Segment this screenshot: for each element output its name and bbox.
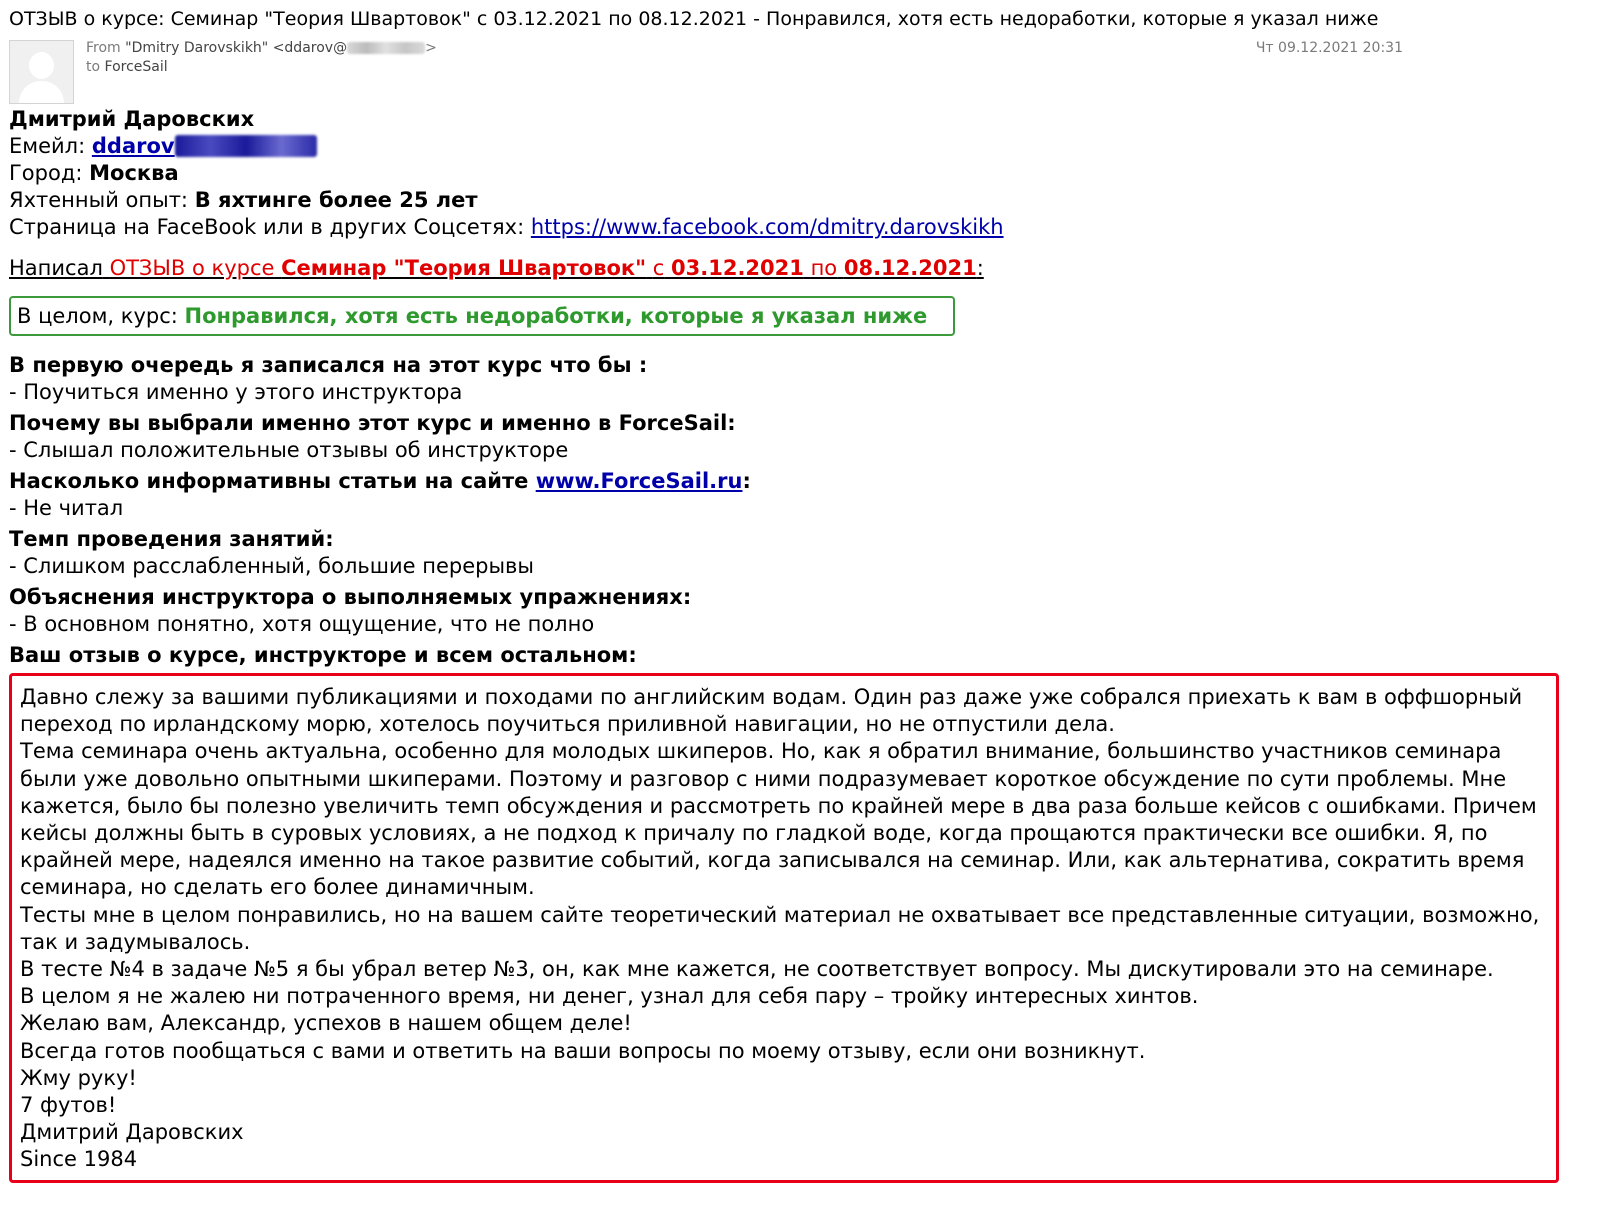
- to-word: по: [810, 256, 838, 280]
- experience-label: Яхтенный опыт:: [9, 188, 189, 212]
- feedback-paragraph: Давно слежу за вашими публикациями и походами по английским водам. Один раз даже уже собрался приехать к вам в оффшорный переход по ирландскому морю, хотелось поучиться приливной навигации, но не отпустили дела.: [20, 685, 1523, 737]
- from-sender[interactable]: "Dmitry Darovskikh" <ddarov@: [125, 40, 348, 56]
- city-label: Город:: [9, 161, 83, 185]
- review-about-label: ОТЗЫВ о курсе: [109, 256, 275, 280]
- to-label: to: [86, 59, 101, 75]
- experience-row: [9, 187, 1609, 214]
- question-5: Объяснения инструктора о выполняемых упражнениях:: [9, 585, 692, 609]
- avatar-head-shape: [29, 52, 54, 79]
- email-label: Емейл:: [9, 134, 86, 158]
- question-2: Почему вы выбрали именно этот курс и именно в ForceSail:: [9, 411, 736, 435]
- from-word: с: [652, 256, 665, 280]
- answer-1: - Поучиться именно у этого инструктора: [9, 380, 463, 404]
- email-visible-part: ddarov: [91, 134, 175, 158]
- feedback-paragraph: Жму руку!: [20, 1065, 137, 1090]
- email-subject: ОТЗЫВ о курсе: Семинар "Теория Швартовок" с 03.12.2021 по 08.12.2021 - Понравился, хотя есть недоработки, которые я указал ниже: [9, 8, 1379, 30]
- header-colon: :: [976, 256, 984, 280]
- answer-2: - Слышал положительные отзывы об инструкторе: [9, 438, 569, 462]
- to-recipient[interactable]: ForceSail: [104, 59, 168, 75]
- feedback-paragraph: Тема семинара очень актуальна, особенно для молодых шкиперов. Но, как я обратил внимание, большинство участников семинара были уже довольно опытными шкиперами. Поэтому и разговор с ними подразумевает короткое обсуждение по сути проблемы. Мне кажется, было бы полезно увеличить темп обсуждения и рассмотреть по крайней мере в два раза больше кейсов с ошибками. Причем кейсы должны быть в суровых условиях, а не подход к причалу по гладкой воде, когда прощаются практически все ошибки. Я, по крайней мере, надеялся именно на такое развитие событий, когда записывался на семинар. Или, как альтернатива, сократить время семинара, но сделать его более динамичным.: [20, 739, 1537, 900]
- feedback-signature-since: Since 1984: [20, 1147, 138, 1172]
- feedback-paragraph: Всегда готов пообщаться с вами и ответить на ваши вопросы по моему отзыву, если они возникнут.: [20, 1038, 1146, 1063]
- redacted-email-domain: [347, 42, 425, 54]
- email-body: [9, 106, 1609, 1183]
- author-email-link[interactable]: [92, 134, 317, 158]
- feedback-paragraph: Желаю вам, Александр, успехов в нашем общем деле!: [20, 1011, 632, 1036]
- avatar[interactable]: [9, 40, 74, 104]
- overall-label: В целом, курс:: [17, 304, 178, 328]
- question-3-text: Насколько информативны статьи на сайте: [9, 469, 529, 493]
- facebook-link[interactable]: https://www.facebook.com/dmitry.darovskikh: [530, 215, 1004, 239]
- from-label: From: [86, 40, 121, 56]
- email-row: [9, 133, 1609, 160]
- course-name: Семинар "Теория Швартовок": [281, 256, 647, 280]
- social-row: [9, 214, 1609, 241]
- email-to: [86, 59, 168, 75]
- feedback-box: [9, 673, 1559, 1183]
- from-end: >: [425, 40, 437, 56]
- question-3-colon: :: [742, 469, 751, 493]
- feedback-paragraph: В тесте №4 в задаче №5 я бы убрал ветер №3, он, как мне кажется, не соответствует вопросу. Мы дискутировали это на семинаре.: [20, 957, 1494, 982]
- avatar-body-shape: [19, 81, 64, 104]
- feedback-paragraph: Тесты мне в целом понравились, но на вашем сайте теоретический материал не охватывает все представленные ситуации, возможно, так и задумывалось.: [20, 902, 1540, 954]
- author-name: Дмитрий Даровских: [9, 107, 255, 131]
- review-header: [9, 255, 1609, 282]
- city-value: Москва: [89, 161, 179, 185]
- feedback-paragraph: В целом я не жалею ни потраченного время, ни денег, узнал для себя пару – тройку интересных хинтов.: [20, 984, 1199, 1009]
- date-from: 03.12.2021: [671, 256, 804, 280]
- question-1: В первую очередь я записался на этот курс что бы :: [9, 353, 648, 377]
- social-label: Страница на FaceBook или в других Соцсетях:: [9, 215, 525, 239]
- feedback-signature-name: Дмитрий Даровских: [20, 1120, 244, 1145]
- experience-value: В яхтинге более 25 лет: [194, 188, 478, 212]
- answer-5: - В основном понятно, хотя ощущение, что не полно: [9, 612, 595, 636]
- overall-value: Понравился, хотя есть недоработки, которые я указал ниже: [184, 304, 928, 328]
- redacted-email: [175, 135, 317, 157]
- overall-rating-box: [9, 296, 955, 336]
- question-3: [9, 468, 1609, 495]
- city-row: [9, 160, 1609, 187]
- feedback-paragraph: 7 футов!: [20, 1093, 117, 1118]
- question-6: Ваш отзыв о курсе, инструкторе и всем остальном:: [9, 643, 637, 667]
- forcesail-site-link[interactable]: www.ForceSail.ru: [535, 469, 743, 493]
- answer-3: - Не читал: [9, 496, 124, 520]
- email-from: [86, 40, 437, 56]
- date-to: 08.12.2021: [843, 256, 977, 280]
- question-4: Темп проведения занятий:: [9, 527, 334, 551]
- answer-4: - Слишком расслабленный, большие перерывы: [9, 554, 534, 578]
- wrote-label: Написал: [9, 256, 103, 280]
- email-date: Чт 09.12.2021 20:31: [1255, 40, 1403, 56]
